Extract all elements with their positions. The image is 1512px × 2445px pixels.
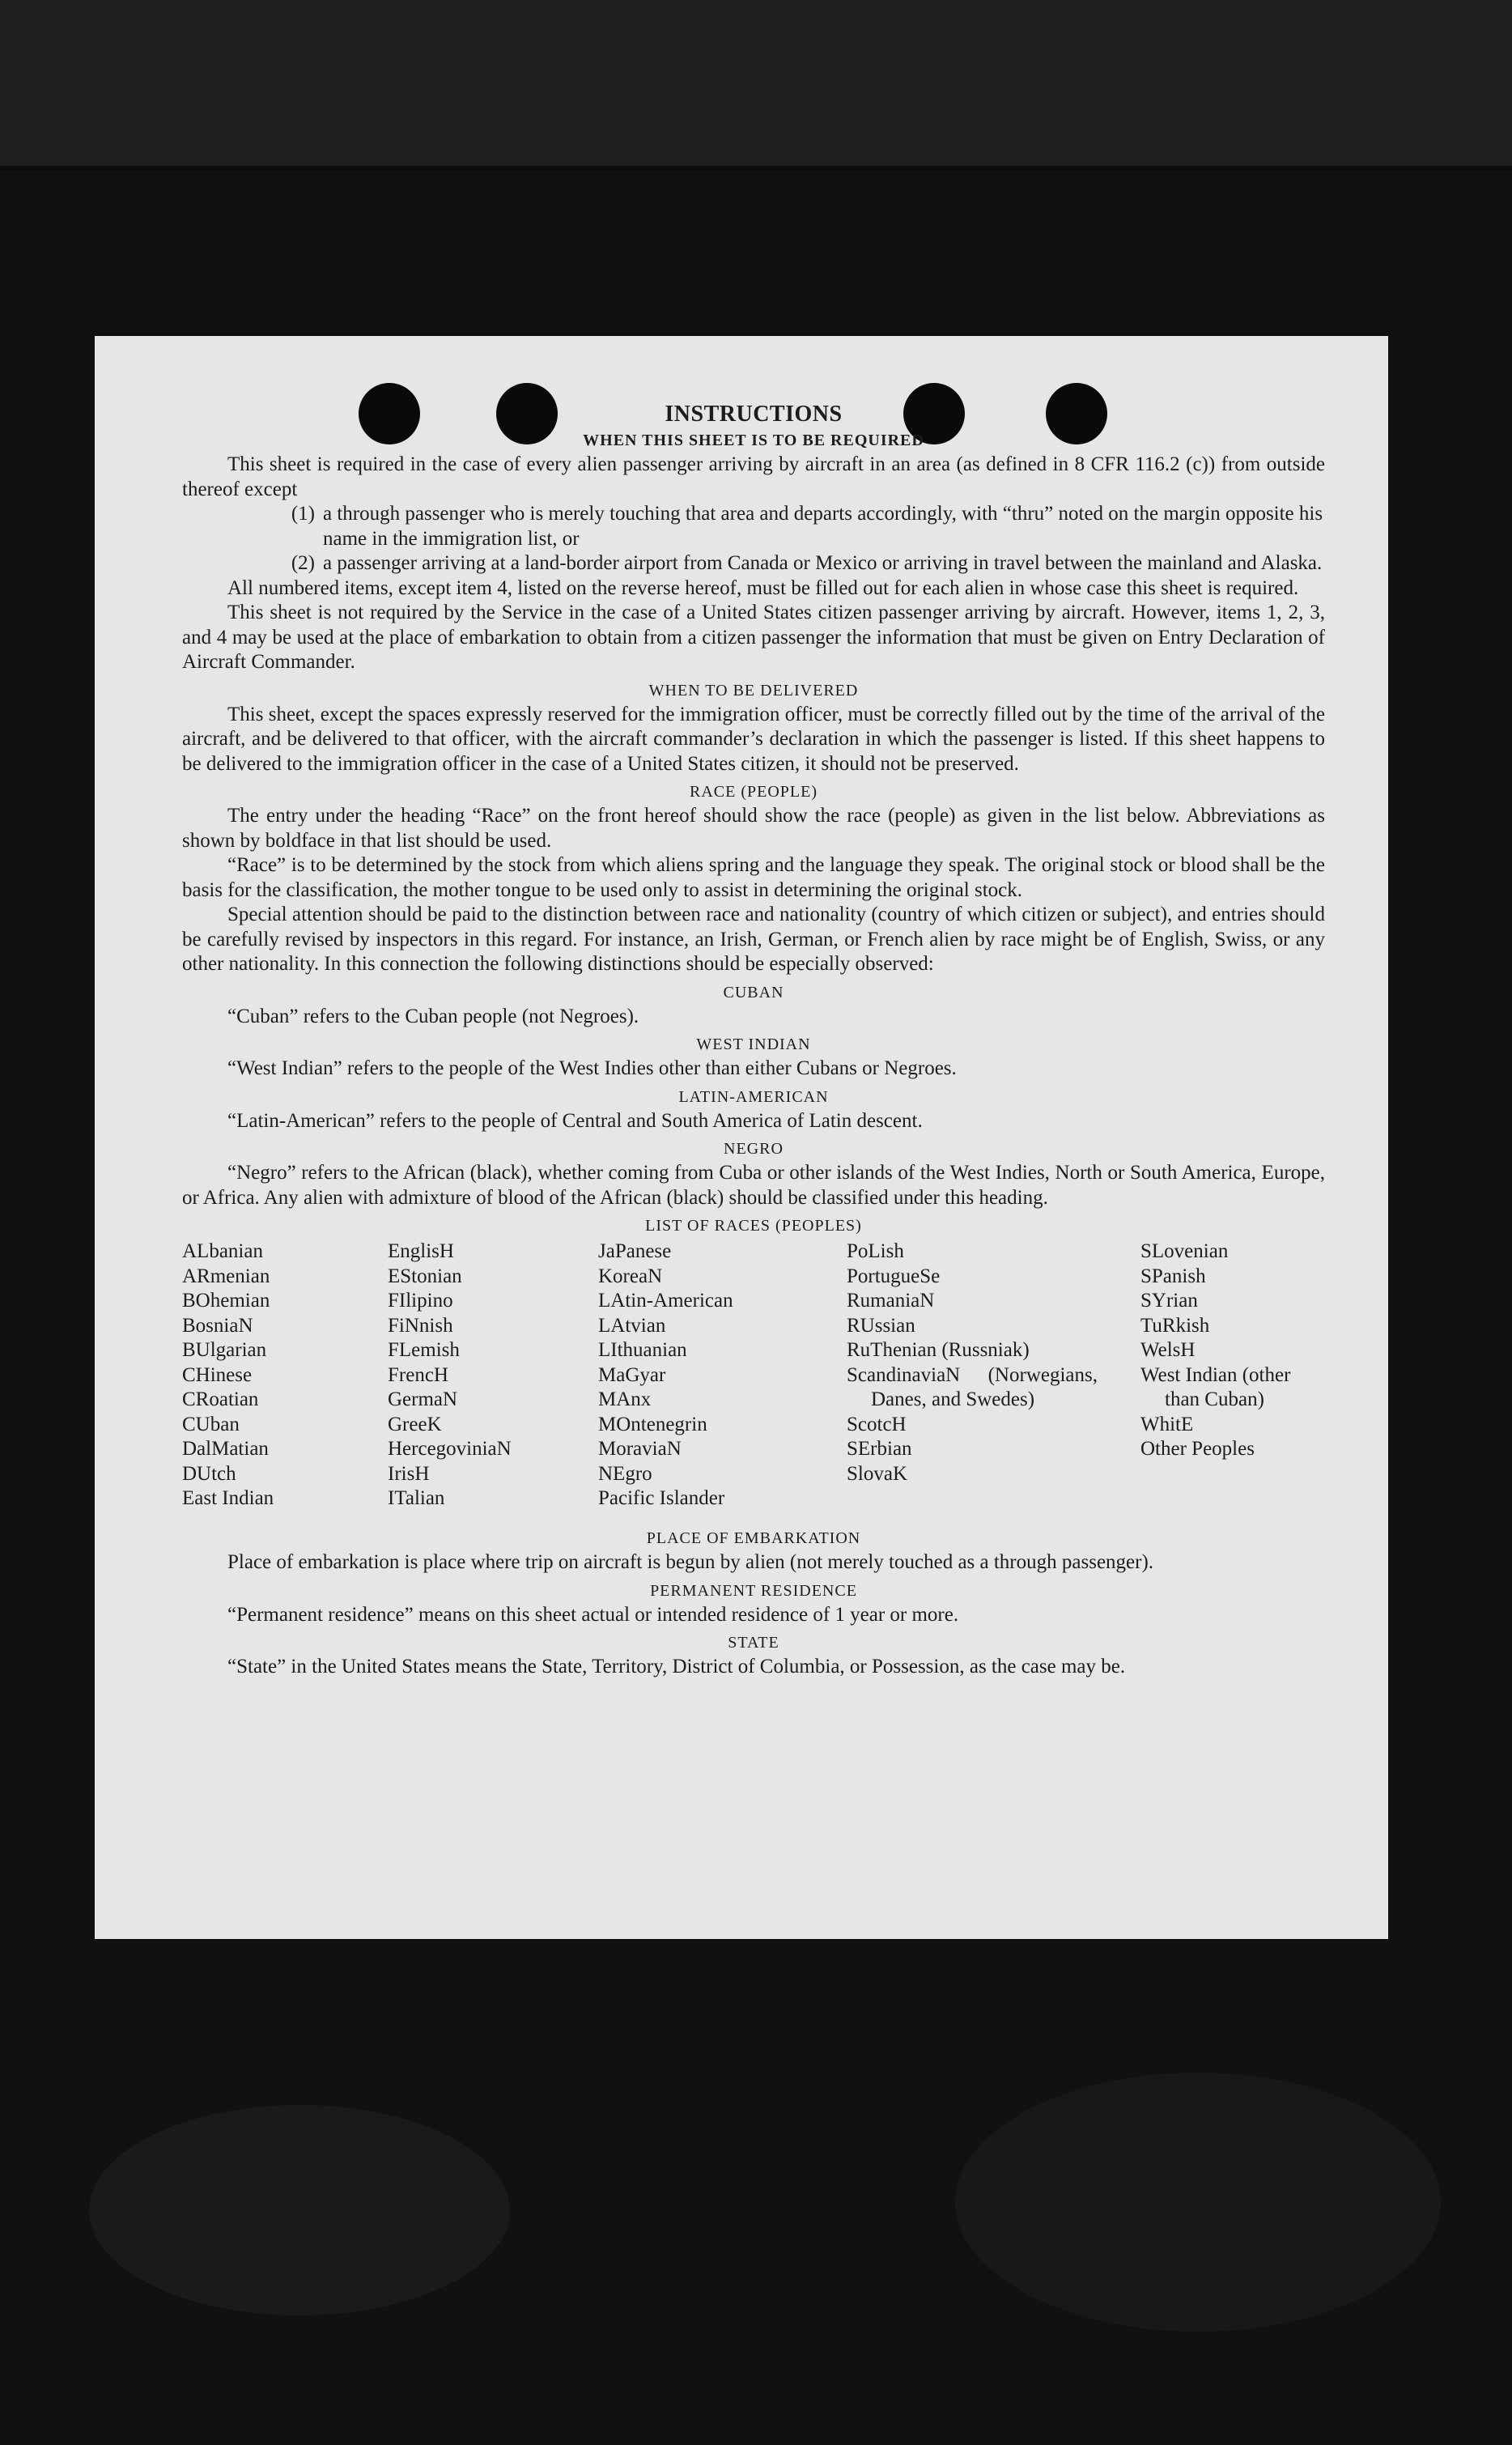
race-item: BUlgarian	[182, 1339, 267, 1361]
background-smudge	[89, 2105, 510, 2315]
paragraph: “State” in the United States means the State, Territory, District of Columbia, or Possession, as the case may be.	[227, 1656, 1126, 1677]
race-item: RuThenian (Russniak)	[847, 1339, 1030, 1361]
race-item: WelsH	[1140, 1339, 1196, 1361]
section-heading-permanent-residence: PERMANENT RESIDENCE	[650, 1581, 857, 1600]
race-item: ALbanian	[182, 1240, 263, 1262]
section-heading-list-of-races: LIST OF RACES (PEOPLES)	[645, 1217, 862, 1235]
background-smudge	[955, 2073, 1441, 2332]
paragraph: “Latin-American” refers to the people of Central and South America of Latin descent.	[227, 1109, 923, 1132]
race-item: DalMatian	[182, 1438, 269, 1460]
section-heading-when-required: WHEN THIS SHEET IS TO BE REQUIRED	[583, 432, 924, 449]
section-heading-latin-american: LATIN-AMERICAN	[678, 1087, 829, 1106]
race-item: DUtch	[182, 1462, 236, 1485]
race-item: BosniaN	[182, 1314, 253, 1337]
race-column	[847, 1240, 1098, 1486]
race-item: MOntenegrin	[598, 1413, 707, 1435]
section-heading-cuban: CUBAN	[723, 983, 784, 1001]
section-heading-west-indian: WEST INDIAN	[696, 1035, 811, 1053]
paragraph: This sheet is required in the case of every alien passenger arriving by aircraft in an area (as defined in 8 CFR 116.2 (c)) from outside thereof except	[182, 453, 1325, 500]
race-item: CRoatian	[182, 1388, 259, 1410]
page-title: INSTRUCTIONS	[665, 402, 843, 427]
instruction-sheet	[95, 336, 1388, 1939]
race-item: JaPanese	[598, 1240, 672, 1262]
scan-background-top	[0, 0, 1512, 166]
section-heading-place-of-embarkation: PLACE OF EMBARKATION	[646, 1529, 861, 1547]
item-text: a passenger arriving at a land-border airport from Canada or Mexico or arriving in travel between the mainland and Alaska.	[323, 552, 1323, 574]
race-item: ITalian	[388, 1487, 445, 1509]
race-item: West Indian (other than Cuban)	[1140, 1363, 1291, 1410]
race-item: FrencH	[388, 1363, 448, 1386]
race-item: ScandinaviaN (Norwegians, Danes, and Swedes)	[847, 1363, 1098, 1410]
race-item: SlovaK	[847, 1462, 907, 1485]
race-item: FIlipino	[388, 1290, 453, 1312]
race-item: Other Peoples	[1140, 1438, 1255, 1460]
race-column	[598, 1240, 733, 1512]
item-number: (2)	[291, 552, 315, 574]
race-item: MaGyar	[598, 1363, 666, 1386]
paragraph: “Race” is to be determined by the stock from which aliens spring and the language they speak. The original stock or blood shall be the basis for the classification, the mother tongue to be used only to assist in determining the original stock.	[182, 854, 1325, 901]
race-item: PoLish	[847, 1240, 904, 1262]
item-number: (1)	[291, 503, 315, 525]
paragraph: “Negro” refers to the African (black), whether coming from Cuba or other islands of the West Indies, North or South America, Europe, or Africa. Any alien with admixture of blood of the African (black) should be classified under this heading.	[182, 1162, 1325, 1209]
race-item: SErbian	[847, 1438, 912, 1460]
race-item: EnglisH	[388, 1240, 454, 1262]
race-list	[182, 1240, 1325, 1523]
race-item: TuRkish	[1140, 1314, 1210, 1337]
paragraph: Place of embarkation is place where trip on aircraft is begun by alien (not merely touched as a through passenger).	[227, 1551, 1154, 1573]
race-item: FLemish	[388, 1339, 460, 1361]
race-item: MoraviaN	[598, 1438, 682, 1460]
race-column	[1140, 1240, 1325, 1462]
race-item: WhitE	[1140, 1413, 1194, 1435]
race-item: SLovenian	[1140, 1240, 1229, 1262]
race-item: FiNnish	[388, 1314, 453, 1337]
race-item: Pacific Islander	[598, 1487, 725, 1509]
race-item: SPanish	[1140, 1265, 1206, 1287]
paragraph: Special attention should be paid to the distinction between race and nationality (country of which citizen or subject), and entries should be carefully revised by inspectors in this regard. For instance, an Irish, German, or French alien by race might be of English, Swiss, or any other nationality. In this connection the following distinctions should be especially observed:	[182, 904, 1325, 975]
paragraph: This sheet is not required by the Service in the case of a United States citizen passenger arriving by aircraft. However, items 1, 2, 3, and 4 may be used at the place of embarkation to obtain from a citizen passenger the information that must be given on Entry Declaration of Aircraft Commander.	[182, 602, 1325, 673]
paragraph: “Cuban” refers to the Cuban people (not Negroes).	[227, 1005, 639, 1027]
item-text: a through passenger who is merely touching that area and departs accordingly, with “thru” noted on the margin opposite his name in the immigration list, or	[323, 503, 1323, 550]
race-item: MAnx	[598, 1388, 652, 1410]
race-item: LIthuanian	[598, 1339, 687, 1361]
race-item: IrisH	[388, 1462, 430, 1485]
race-column	[388, 1240, 512, 1512]
race-item: GreeK	[388, 1413, 442, 1435]
race-item: ARmenian	[182, 1265, 270, 1287]
race-item: CUban	[182, 1413, 240, 1435]
section-heading-state: STATE	[728, 1634, 779, 1652]
race-item: BOhemian	[182, 1290, 270, 1312]
numbered-item	[182, 502, 1325, 551]
race-item: LAtvian	[598, 1314, 666, 1337]
race-item: East Indian	[182, 1487, 274, 1509]
section-heading-when-delivered: WHEN TO BE DELIVERED	[648, 681, 859, 699]
race-item: CHinese	[182, 1363, 253, 1386]
race-item: EStonian	[388, 1265, 462, 1287]
section-heading-negro: NEGRO	[724, 1140, 784, 1158]
paragraph: The entry under the heading “Race” on the front hereof should show the race (people) as given in the list below. Abbreviations as shown by boldface in that list should be used.	[182, 805, 1325, 852]
race-item: RUssian	[847, 1314, 915, 1337]
race-item: KoreaN	[598, 1265, 663, 1287]
paragraph: “West Indian” refers to the people of the West Indies other than either Cubans or Negroes.	[227, 1057, 957, 1079]
race-item: NEgro	[598, 1462, 652, 1485]
paragraph: “Permanent residence” means on this sheet actual or intended residence of 1 year or more.	[227, 1603, 959, 1626]
section-heading-race: RACE (PEOPLE)	[690, 783, 818, 801]
race-item: LAtin-American	[598, 1290, 733, 1312]
paragraph: This sheet, except the spaces expressly reserved for the immigration officer, must be correctly filled out by the time of the arrival of the aircraft, and be delivered to that officer, with the aircraft commander’s declaration in which the passenger is listed. If this sheet happens to be delivered to the immigration officer in the case of a United States citizen, it should not be preserved.	[182, 703, 1325, 775]
race-item: GermaN	[388, 1388, 458, 1410]
numbered-item	[182, 551, 1325, 576]
race-column	[182, 1240, 274, 1512]
race-item: RumaniaN	[847, 1290, 935, 1312]
race-item: PortugueSe	[847, 1265, 941, 1287]
instructions-text	[182, 401, 1325, 1680]
paragraph: All numbered items, except item 4, listed on the reverse hereof, must be filled out for each alien in whose case this sheet is required.	[227, 576, 1299, 599]
race-item: SYrian	[1140, 1290, 1198, 1312]
race-item: ScotcH	[847, 1413, 907, 1435]
race-item: HercegoviniaN	[388, 1438, 512, 1460]
